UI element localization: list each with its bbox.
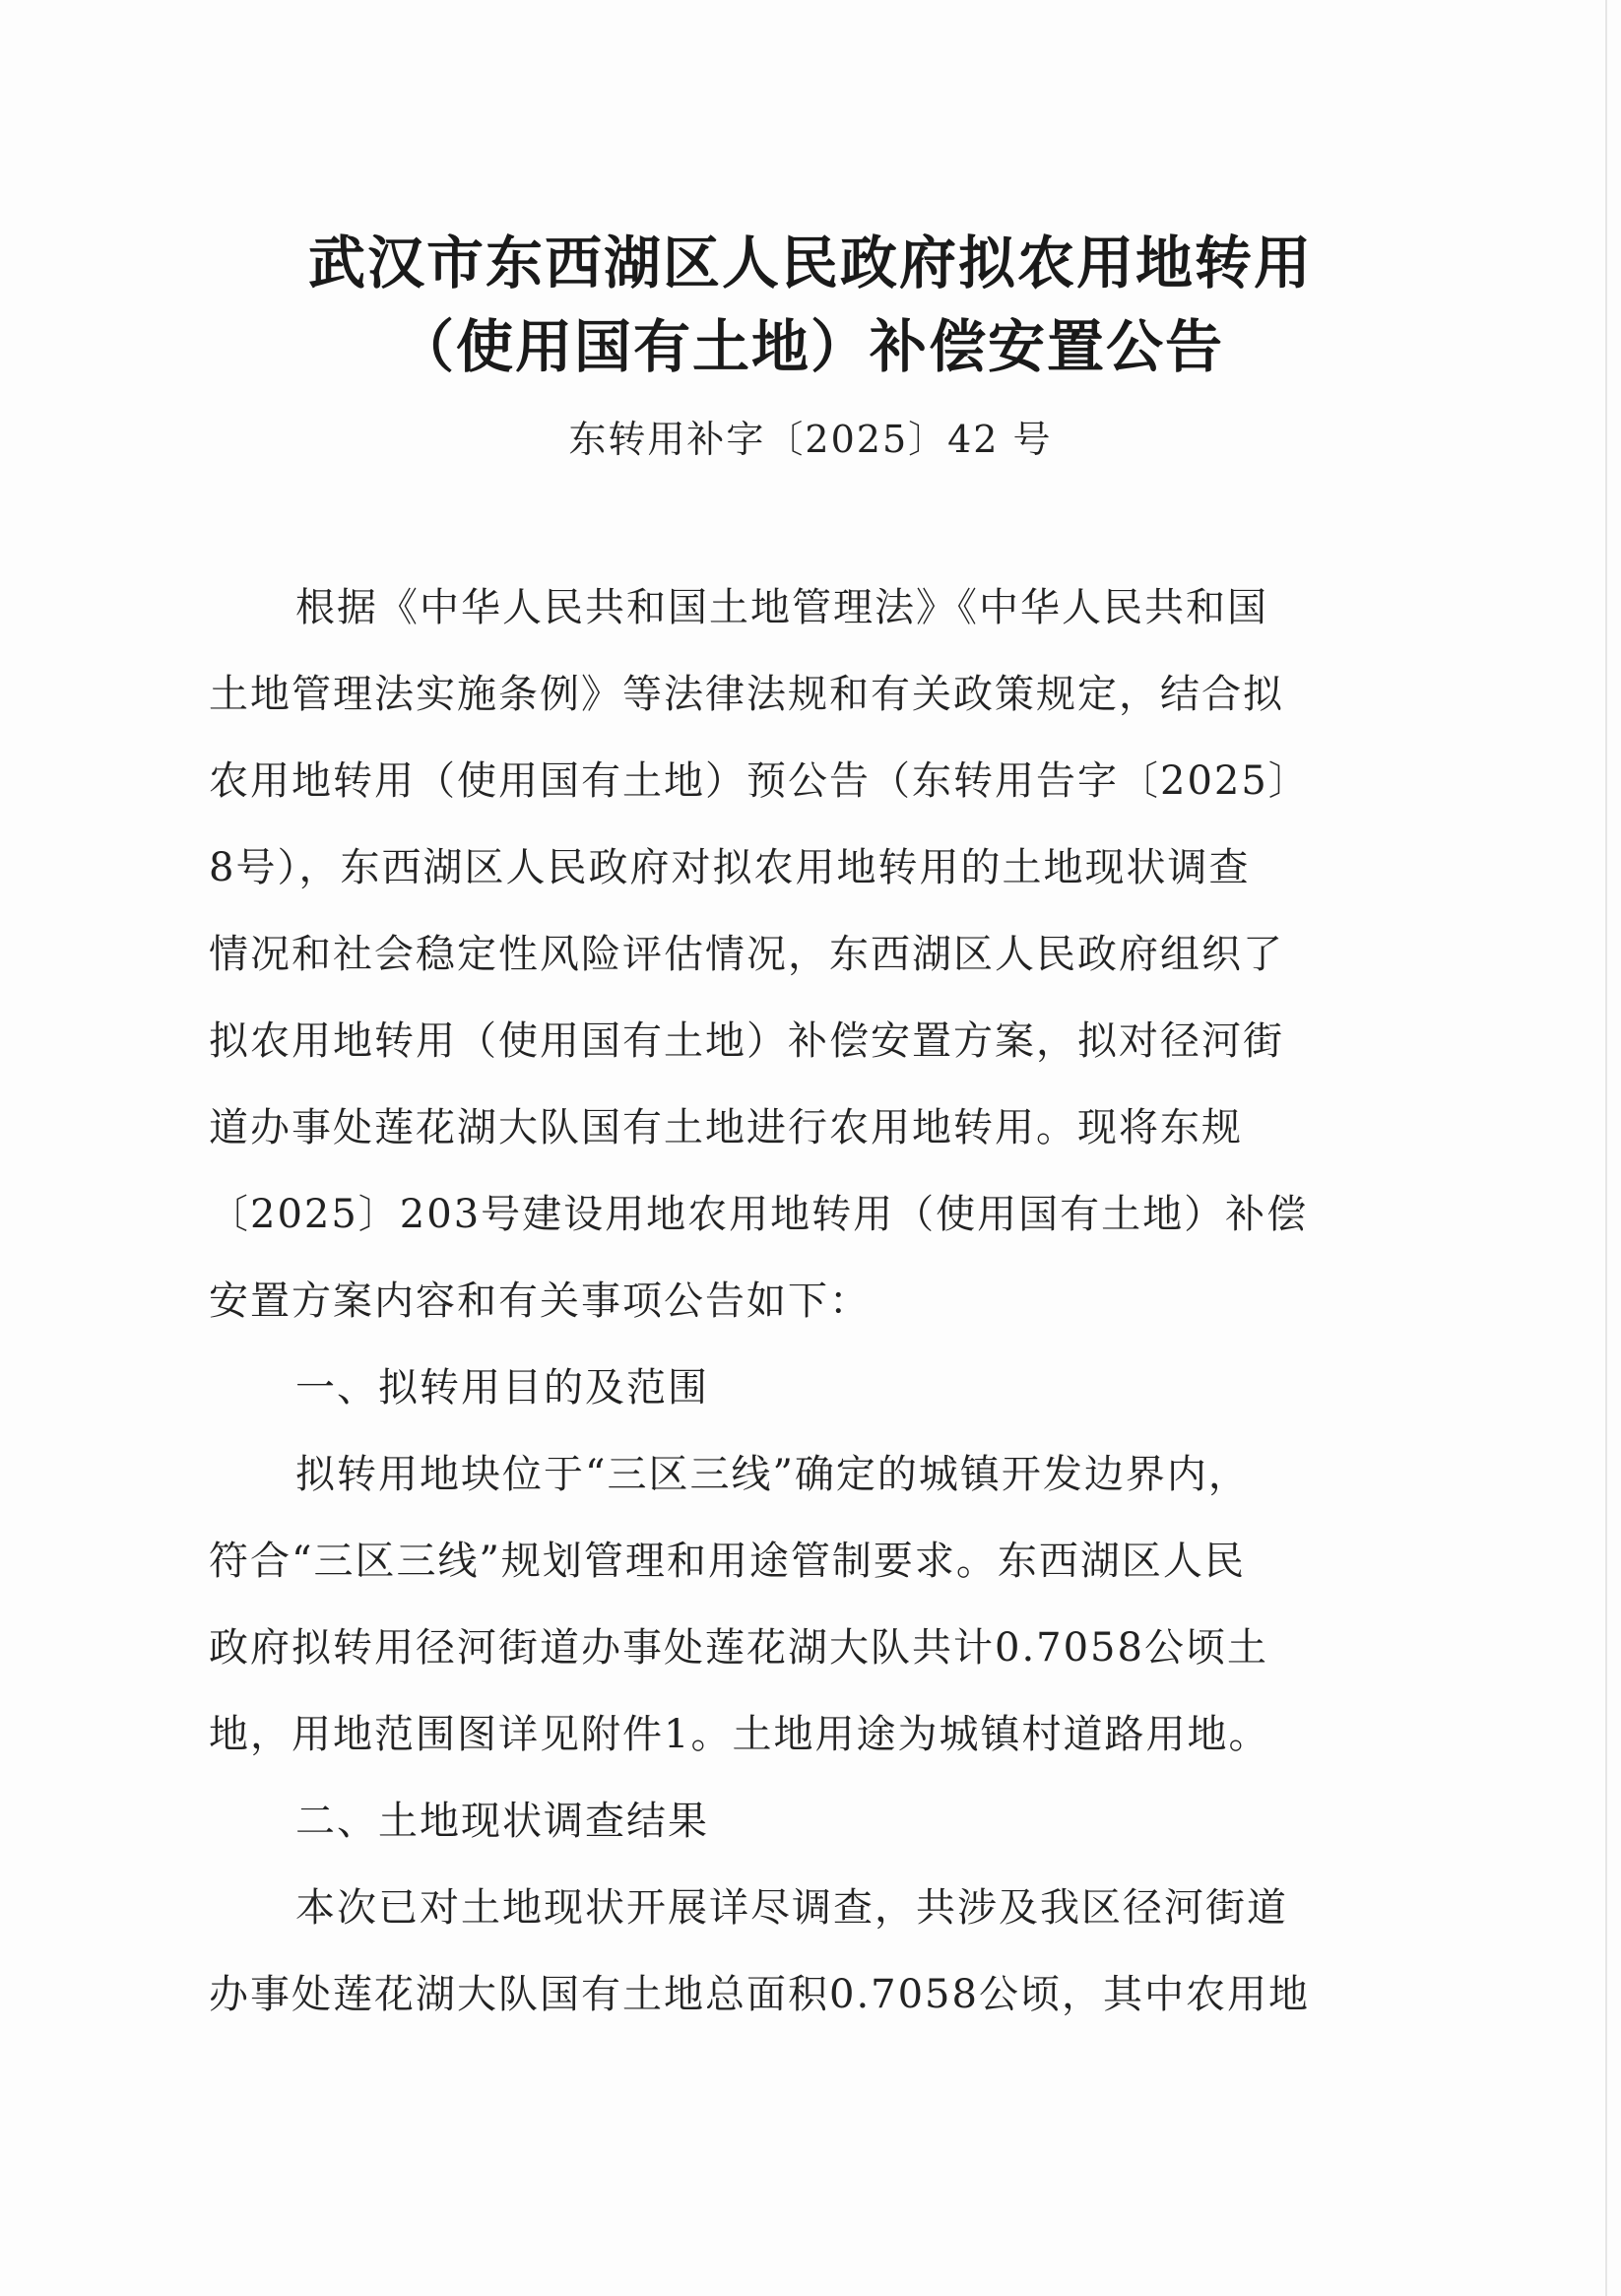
title-line-2: （使用国有土地）补偿安置公告 [396, 313, 1224, 380]
body-line-9: 安置方案内容和有关事项公告如下： [209, 1279, 871, 1324]
body-line-4: 8号），东西湖区人民政府对拟农用地转用的土地现状调查 [209, 845, 1251, 890]
title-line-1: 武汉市东西湖区人民政府拟农用地转用 [307, 230, 1313, 296]
body-line-10: 拟转用地块位于“三区三线”确定的城镇开发边界内， [295, 1452, 1250, 1497]
body-line-2: 土地管理法实施条例》等法律法规和有关政策规定，结合拟 [209, 672, 1284, 717]
body-line-5: 情况和社会稳定性风险评估情况，东西湖区人民政府组织了 [209, 932, 1284, 977]
section-heading-2: 二、土地现状调查结果 [295, 1799, 709, 1844]
body-line-8: 〔2025〕203号建设用地农用地转用（使用国有土地）补偿 [209, 1192, 1309, 1237]
body-line-15: 办事处莲花湖大队国有土地总面积0.7058公顷，其中农用地 [209, 1972, 1310, 2017]
section-heading-1: 一、拟转用目的及范围 [295, 1365, 709, 1410]
body-line-7: 道办事处莲花湖大队国有土地进行农用地转用。现将东规 [209, 1105, 1243, 1150]
body-line-6: 拟农用地转用（使用国有土地）补偿安置方案，拟对径河街 [209, 1018, 1284, 1064]
body-line-3: 农用地转用（使用国有土地）预公告（东转用告字〔2025〕 [209, 758, 1310, 804]
body-line-13: 地，用地范围图详见附件1。土地用途为城镇村道路用地。 [209, 1712, 1270, 1757]
body-line-11: 符合“三区三线”规划管理和用途管制要求。东西湖区人民 [209, 1539, 1246, 1584]
document-number: 东转用补字〔2025〕42 号 [568, 418, 1053, 461]
body-line-14: 本次已对土地现状开展详尽调查，共涉及我区径河街道 [295, 1885, 1288, 1931]
body-line-1: 根据《中华人民共和国土地管理法》《中华人民共和国 [295, 585, 1268, 630]
body-line-12: 政府拟转用径河街道办事处莲花湖大队共计0.7058公顷土 [209, 1625, 1268, 1671]
